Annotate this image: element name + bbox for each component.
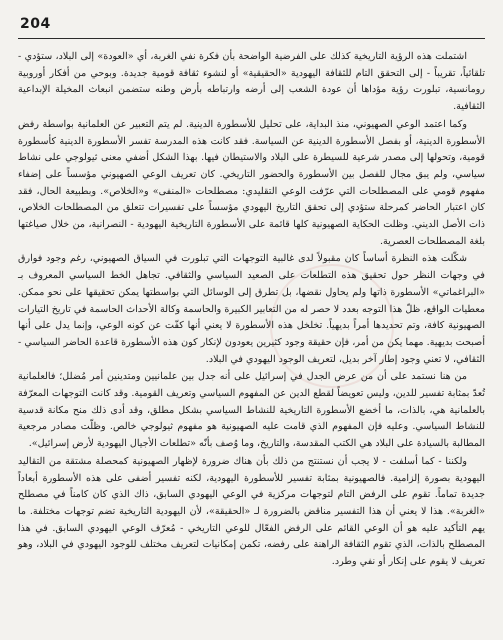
page-body — [18, 49, 485, 571]
page-number: 204 — [20, 16, 51, 32]
paragraph: ولكننا - كما أسلفت - لا يجب أن نستنتج من ذلك بأن هناك ضرورة لإظهار الصهيونية كمحصلة مشتقة من التقاليد اليهودية بصورة إلزامية. فالصهيونية بمثابة تفسير للأسطورة اليهودية، لكنه تفسير أضفى على هذه الأسطورة أبعاداً جديدة تماماً. تقوم على الرفض التام لتوجهات مركزية في الوعي اليهودي السابق، ذاك الذي كان كامناً في مصطلح «الغربة». هذا لا يعني أن هذا التفسير مناقض بالضرورة لـ «الحقيقة»، لأن اليهودية التاريخية تضم توجهات مختلفة. ما يهم التأكيد عليه هو أن الوعي القائم على الرفض الفعّال للوعي التاريخي - مُعرّف الوعي اليهودي السابق. في هذا المصطلح بالذات، الذي تقوم الثقافة الراهنة على رفضه، تكمن إمكانيات لتعريف مختلف للوجود اليهودي في البلاد، وهو تعريف لا يقوم على إنكار أو نفي وطرد. — [18, 455, 485, 568]
paragraph: شكّلت هذه النظرة أساساً كان مقبولاً لدى غالبية التوجهات التي تبلورت في السياق الصهيوني، رغم وجود فوارق في وجهات النظر حول تحقيق هذه التطلعات على الصعيد السياسي والثقافي. تجاهل الخط السياسي المعروف بـ «البراغماتي» الأسطورة ذاتها ولم يحاول نقضها، بل تطرق إلى الوسائل التي بواسطتها يمكن تحقيقها على نحو ممكن. معطيات الواقع، ظلّ هذا التوجه بعدد لا حصر له من التعابير الكبيرة والحاسمة وكالة الأحداث الحاسمة في تاريخ التيارات الصهيونية كافة، وتم تحديدها أمراً بديهياً. تخلخل هذه الأسطورة لا يعني أنها كفّت عن كونه الوعي، وإنما يدل على أنها أصبحت بديهية. مهما يكن من أمر، فإن حقيقة وجود كثيرين يعودون لإنكار كون هذه الأسطورة قاعدة الحاضر السياسي - الثقافي، لا تعني وجود إطار آخر بديل، لتعريف الوجود اليهودي في البلاد. — [18, 253, 485, 365]
page-header — [18, 16, 485, 36]
paragraph: وكما اعتمد الوعي الصهيوني، منذ البداية، على تحليل للأسطورة الدينية. لم يتم التعبير عن العلمانية بواسطة رفض الأسطورة الدينية، أو بفصل الأسطورة الدينية عن السياسة. فقد كانت هذه المدرسة تفسر الأسطورة الدينية كأسطورة قومية، وتحولها إلى مصدر شرعية للسيطرة على البلاد والاستيطان فيها. بهذا الشكل أضفي معنى ثيولوجي على نشاط سياسي، ولم يبق مجال للفصل بين الأسطورة والحضور التاريخي. كان تعريف الوعي الصهيوني مؤسساً على إضفاء مفهوم قومي على المصطلحات التي عرّفت الوعي التقليدي: مصطلحات «المنفى» و«الخلاص». وبطبيعة الحال، فقد كان اعتبار الحاضر كمرحلة ستؤدي إلى تحقق التاريخ اليهودي مؤسساً على تفسيرات تتعلق من المصطلحات الخلاص، ذات الأصل الديني. وظلت الحكاية الصهيونية كلها قائمة على الأسطورة التاريخية اليهودية - النصرانية، من خلال صياغتها بلغة المصطلحات العصرية. — [18, 118, 485, 247]
header-rule — [18, 38, 485, 39]
paragraph: اشتملت هذه الرؤية التاريخية كذلك على الفرضية الواضحة بأن فكرة نفي الغربة، أي «العودة» إلى البلاد، ستؤدي - تلقائياً، تقريباً - إلى التحقق التام للثقافة اليهودية «الحقيقية» أو لنشوء ثقافة قومية جديدة. وبوحي من أفكار أوروبية رومانسية، تبلورت رؤية مؤداها أن عودة الشعب إلى أرضه وارتباطه بأرض وطنه ستضمن انبعاث المخيلة الإبداعية الثقافية. — [18, 51, 485, 113]
paragraph: من هنا نستمد على أن من عرض الجدل في إسرائيل على أنه جدل بين علمانيين ومتدينين أمر مُضلل؛ فالعلمانية تُعدّ بمثابة تفسير للدين، وليس تعويضاً لقطع الدين عن المفهوم السياسي وتعريف القومية. وقد كانت التوجهات المعرّفة بالعلمانية هي، بالذات، ما أخضع الأسطورة التاريخية للنشاط السياسي بشكل مطلق، وقد أدى ذلك منح مكانة قدسية للنشاط السياسي. وعليه فإن المفهوم الذي قامت عليه الصهيونية هو مفهوم ثيولوجي خالص. وظلّت مصادر مرجعية المطالبة بالسيادة على البلاد هي الكتب المقدسة، والتاريخ، وما وُصف بأنّه «تطلعات الأجيال اليهودية لأرض إسرائيل». — [18, 371, 485, 450]
